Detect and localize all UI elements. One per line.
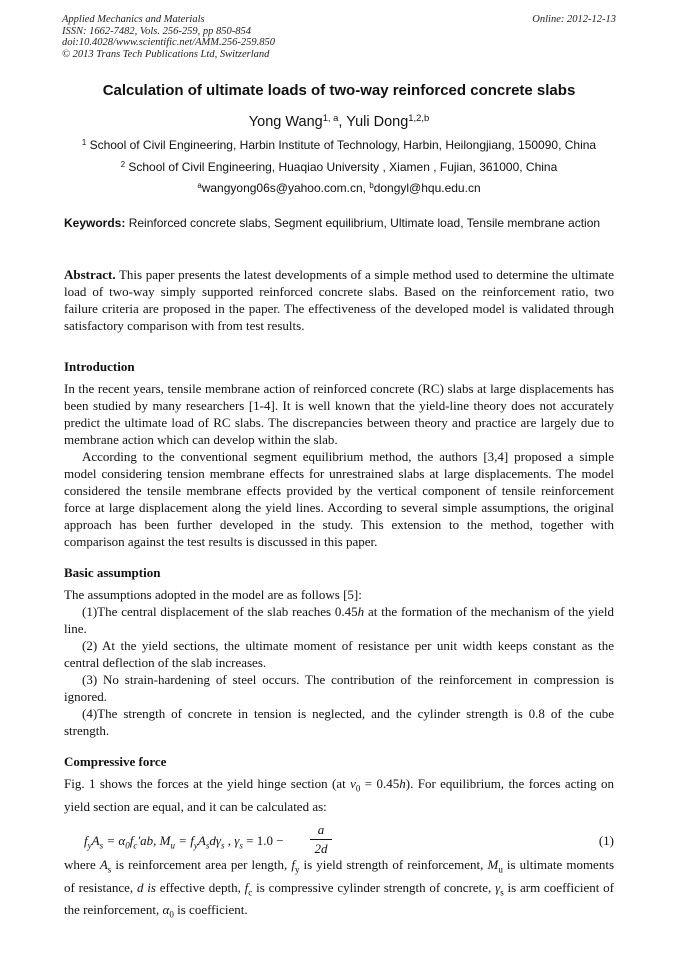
- affiliation-1: [62, 138, 616, 153]
- journal-copyright: © 2013 Trans Tech Publications Ltd, Switzerland: [62, 48, 270, 60]
- abstract-label: Abstract.: [64, 267, 116, 282]
- email-line: [62, 181, 616, 196]
- author-2: Yuli Dong: [346, 114, 409, 130]
- journal-doi[interactable]: doi:10.4028/www.scientific.net/AMM.256-259.850: [62, 37, 275, 48]
- author-2-sup: 1,2,b: [408, 111, 430, 123]
- compressive-force-paragraph: Fig. 1 shows the forces at the yield hinge section (at $v_0 = 0.45h$). For equilibrium, the forces acting on yield section are equal, and it can be calculated as:: [64, 776, 614, 814]
- keywords: [64, 216, 614, 231]
- equation-1-number: (1): [598, 833, 614, 848]
- assumption-4: (4)The strength of concrete in tension is neglected, and the cylinder strength is 0.8 of the cube strength.: [64, 706, 614, 738]
- affiliation-2: [62, 160, 616, 175]
- journal-issn: ISSN: 1662-7482, Vols. 256-259, pp 850-854: [62, 25, 251, 37]
- assumptions-intro: The assumptions adopted in the model are as follows [5]:: [64, 587, 362, 602]
- where-paragraph: where $A_s$ is reinforcement area per length, $f_y$ is yield strength of reinforcement, $M_u$ is ultimate moments of resistance, d is effective depth, $f_c$ is compressive cylinder strength of concrete, $\gamma_s$ is arm coefficient of the reinforcement, $\alpha_0$ is coefficient.: [64, 857, 614, 920]
- paper-title: Calculation of ultimate loads of two-way reinforced concrete slabs: [102, 82, 576, 99]
- compressive-force-heading: Compressive force: [64, 754, 167, 769]
- affiliation-2-text: School of Civil Engineering, Huaqiao University , Xiamen , Fujian, 361000, China: [125, 160, 558, 174]
- fraction-numerator: a: [317, 822, 325, 837]
- affiliation-1-text: School of Civil Engineering, Harbin Institute of Technology, Harbin, Heilongjiang, 150090, China: [86, 138, 597, 152]
- affiliation-1-sup: 1: [81, 137, 87, 147]
- abstract-text: This paper presents the latest developments of a simple method used to determine the ultimate load of two-way simply supported reinforced concrete slabs. Based on the reinforcement ratio, two failure criteria are proposed in the paper. The effectiveness of the developed model is validated through satisfactory comparison with from test results.: [64, 267, 614, 333]
- introduction-paragraph-2: According to the conventional segment equilibrium method, the authors [3,4] proposed a simple model considering tension membrane effects for unrestrained slabs at large displacements. The model considered the tensile membrane effects provided by the vertical component of tensile reinforcement force at large displacement along the yield lines. According to several simple assumptions, the original approach has been further developed in the study. This extension to the method, together with comparison against the test results is discussed in this paper.: [64, 449, 614, 549]
- journal-name: Applied Mechanics and Materials: [62, 14, 205, 25]
- introduction-paragraph-1: In the recent years, tensile membrane action of reinforced concrete (RC) slabs at large displacements has been studied by many researchers [1-4]. It is well known that the yield-line theory does not accurately predict the ultimate load of RC slabs. The discrepancies between theory and practice are largely due to membrane action which can develop within the slab.: [64, 381, 614, 447]
- affiliation-2-sup: 2: [120, 159, 126, 169]
- equation-1: [84, 822, 614, 860]
- basic-assumption-heading: Basic assumption: [64, 565, 161, 580]
- compressive-force-body: [64, 775, 614, 815]
- fraction-denominator: 2d: [314, 841, 328, 856]
- equation-1-expression: $f_yA_s = \alpha_0f_c'ab$, $M_u = f_yA_sd\gamma_s$ , $\gamma_s = 1.0$ −: [84, 833, 284, 851]
- email-a-sup: a: [197, 180, 202, 190]
- online-date: Online: 2012-12-13: [532, 14, 616, 25]
- basic-assumption-body: [64, 586, 614, 739]
- assumption-3: (3) No strain-hardening of steel occurs. The contribution of the reinforcement in compression is ignored.: [64, 672, 614, 704]
- introduction-heading: Introduction: [64, 359, 135, 374]
- equation-1-fraction: [310, 822, 332, 857]
- where-definitions: [64, 856, 614, 924]
- email-a[interactable]: wangyong06s@yahoo.com.cn,: [201, 181, 370, 195]
- assumption-1: (1)The central displacement of the slab reaches 0.45h at the formation of the mechanism of the yield line.: [64, 604, 614, 636]
- abstract: [64, 266, 614, 334]
- email-b-sup: b: [369, 180, 374, 190]
- journal-header: [62, 14, 616, 60]
- keywords-label: Keywords:: [64, 216, 126, 230]
- author-1: Yong Wang: [248, 114, 323, 130]
- keywords-text: Reinforced concrete slabs, Segment equilibrium, Ultimate load, Tensile membrane action: [125, 216, 601, 230]
- author-separator: ,: [338, 114, 347, 130]
- email-b[interactable]: dongyl@hqu.edu.cn: [373, 181, 481, 195]
- introduction-body: [64, 380, 614, 550]
- author-line: [62, 113, 616, 131]
- author-1-sup: 1, a: [322, 111, 339, 123]
- assumption-2: (2) At the yield sections, the ultimate moment of resistance per unit width keeps constant as the central deflection of the slab increases.: [64, 638, 614, 670]
